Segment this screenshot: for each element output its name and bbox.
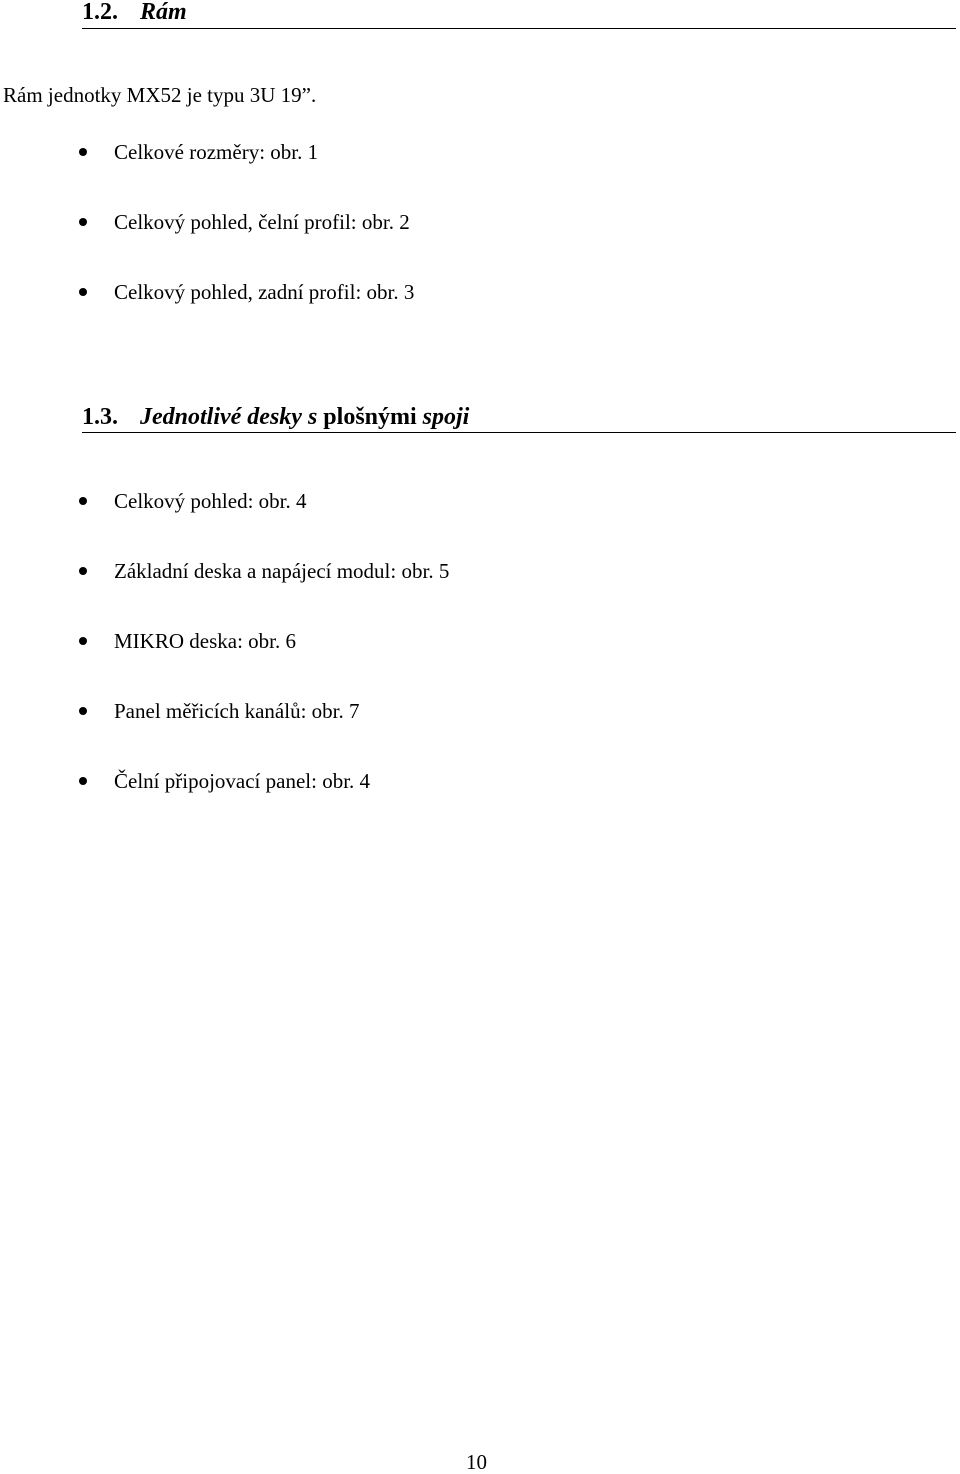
- list-item-text: Čelní připojovací panel: obr. 4: [114, 769, 371, 793]
- section-title: [140, 404, 469, 430]
- section-number: 1.3.: [82, 404, 118, 430]
- page-number: 10: [466, 1450, 487, 1474]
- intro-paragraph: Rám jednotky MX52 je typu 3U 19”.: [3, 83, 317, 107]
- list-item-text: Celkový pohled: obr. 4: [114, 489, 307, 513]
- section-title-part: spoji: [416, 404, 470, 430]
- section-title: Rám: [140, 0, 187, 25]
- section-title-part: plošnými: [323, 404, 417, 430]
- bullet-icon: [79, 218, 87, 226]
- bullet-icon: [79, 497, 87, 505]
- bullet-icon: [79, 637, 87, 645]
- list-item-text: MIKRO deska: obr. 6: [114, 629, 296, 653]
- section-number: 1.2.: [82, 0, 118, 25]
- section-heading-ram: [82, 0, 956, 29]
- list-item-text: Celkové rozměry: obr. 1: [114, 140, 319, 164]
- bullet-icon: [79, 777, 87, 785]
- bullet-icon: [79, 288, 87, 296]
- list-item-text: Základní deska a napájecí modul: obr. 5: [114, 559, 450, 583]
- bullet-icon: [79, 707, 87, 715]
- list-item-text: Panel měřicích kanálů: obr. 7: [114, 699, 360, 723]
- section-title-part: Jednotlivé desky s: [140, 404, 324, 430]
- section-heading-boards: [82, 402, 956, 433]
- list-item-text: Celkový pohled, čelní profil: obr. 2: [114, 210, 410, 234]
- bullet-icon: [79, 148, 87, 156]
- bullet-icon: [79, 567, 87, 575]
- list-item-text: Celkový pohled, zadní profil: obr. 3: [114, 280, 415, 304]
